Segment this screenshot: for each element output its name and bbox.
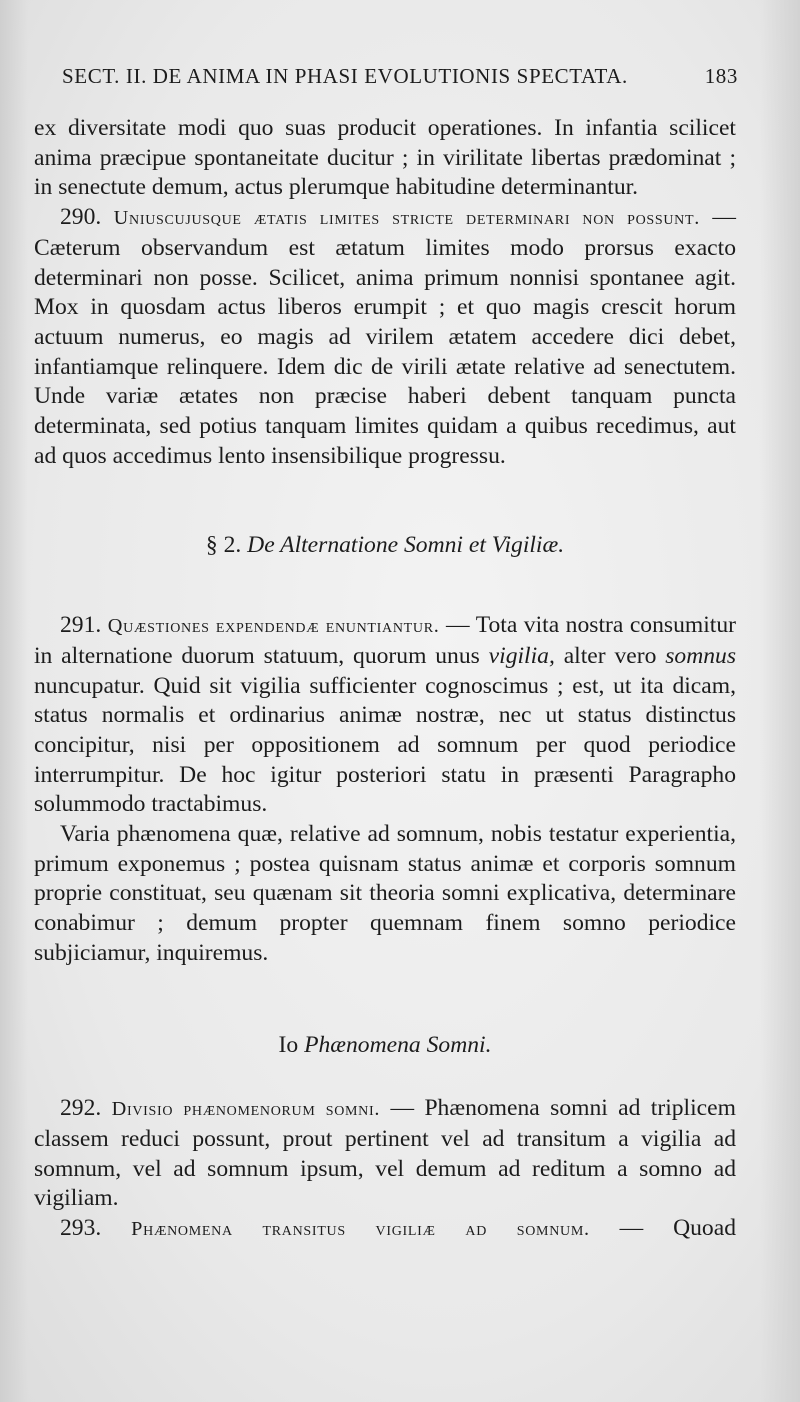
section-title bbox=[34, 531, 736, 561]
paragraph-body: nuncupatur. Quid sit vigilia sufficienter cognoscimus ; est, ut ita dicam, status normalis et ordinarius animæ nostræ, nec ut status distinctus concipitur, nisi per oppositionem ad somnum per quod periodice interrumpitur. De hoc igitur posteriori statu in præsenti Paragrapho solummodo tractabimus. bbox=[34, 672, 736, 818]
running-title: SECT. II. DE ANIMA IN PHASI EVOLUTIONIS SPECTATA. bbox=[62, 64, 628, 88]
heading-dash: — bbox=[390, 1095, 415, 1122]
paragraph-body: Tota vita nostra consumitur in alternatione duorum statuum, quorum unus bbox=[34, 612, 736, 669]
paragraph-number: 290. bbox=[60, 204, 102, 231]
paragraph-heading: Phænomena transitus vigiliæ ad somnum. bbox=[131, 1218, 590, 1241]
paragraph-heading: Divisio phænomenorum somni. bbox=[111, 1098, 381, 1121]
running-header bbox=[62, 64, 738, 92]
subsection-label: Io bbox=[278, 1031, 299, 1058]
paragraph-292 bbox=[34, 1094, 736, 1214]
intro-paragraph: ex diversitate modi quo suas producit operationes. In infantia scilicet anima præcipue spontaneitate ducitur ; in virilitate libertas prædominat ; in senectute demum, actus plerumque habitudine determinantur. bbox=[34, 115, 736, 201]
paragraph-291-continued: Varia phænomena quæ, relative ad somnum, nobis testatur experientia, primum exponemus ; postea quisnam status animæ et corporis somnum proprie constituat, seu quænam sit theoria somni explicativa, determinare conabimur ; demum propter quemnam finem somno periodice subjiciamur, inquiremus. bbox=[34, 821, 736, 966]
paragraph-body: Cæterum observandum est ætatum limites modo prorsus exacto determinari non posse. Scilicet, anima primum nonnisi spontanee agit. Mox in quosdam actus liberos erumpit ; et quo magis crescit horum actuum numerus, eo magis ad virilem ætatem accedere dici debet, infantiamque relinquere. Idem dic de virili ætate relative ad senectutem. Unde variæ ætates non præcise haberi debent tanquam puncta determinata, sed potius tanquam limites quidam a quibus recedimus, aut ad quos accedimus lento insensibilique progressu. bbox=[34, 234, 736, 469]
paragraph-290 bbox=[34, 203, 736, 471]
section-title-text: De Alternatione Somni et Vigiliæ. bbox=[247, 532, 565, 559]
paragraph-293 bbox=[34, 1214, 736, 1245]
paragraph-body: Quoad bbox=[673, 1215, 736, 1242]
subsection-title-text: Phænomena Somni. bbox=[304, 1031, 492, 1058]
paragraph-291 bbox=[34, 611, 736, 820]
heading-dash: — bbox=[619, 1215, 644, 1242]
heading-dash: — bbox=[712, 204, 736, 231]
paragraph-body: alter vero bbox=[563, 642, 657, 669]
paragraph-heading: Quæstiones expendendæ enuntiantur. bbox=[107, 615, 440, 638]
body-text bbox=[34, 114, 736, 1245]
paragraph-number: 292. bbox=[60, 1095, 102, 1122]
paragraph-number: 291. bbox=[60, 612, 102, 639]
section-label: § 2. bbox=[205, 532, 242, 559]
page-number: 183 bbox=[704, 64, 738, 88]
term-vigilia: vigilia, bbox=[488, 642, 555, 669]
heading-dash: — bbox=[446, 612, 470, 639]
term-somnus: somnus bbox=[665, 642, 737, 669]
paragraph-body: Phænomena somni ad triplicem classem reduci possunt, prout pertinent vel ad transitum a vigilia ad somnum, vel ad somnum ipsum, vel demum ad reditum a somno ad vigiliam. bbox=[34, 1095, 736, 1212]
paragraph-heading: Uniuscujusque ætatis limites stricte determinari non possunt. bbox=[113, 207, 701, 230]
subsection-title bbox=[34, 1031, 736, 1061]
paragraph-number: 293. bbox=[60, 1215, 102, 1242]
